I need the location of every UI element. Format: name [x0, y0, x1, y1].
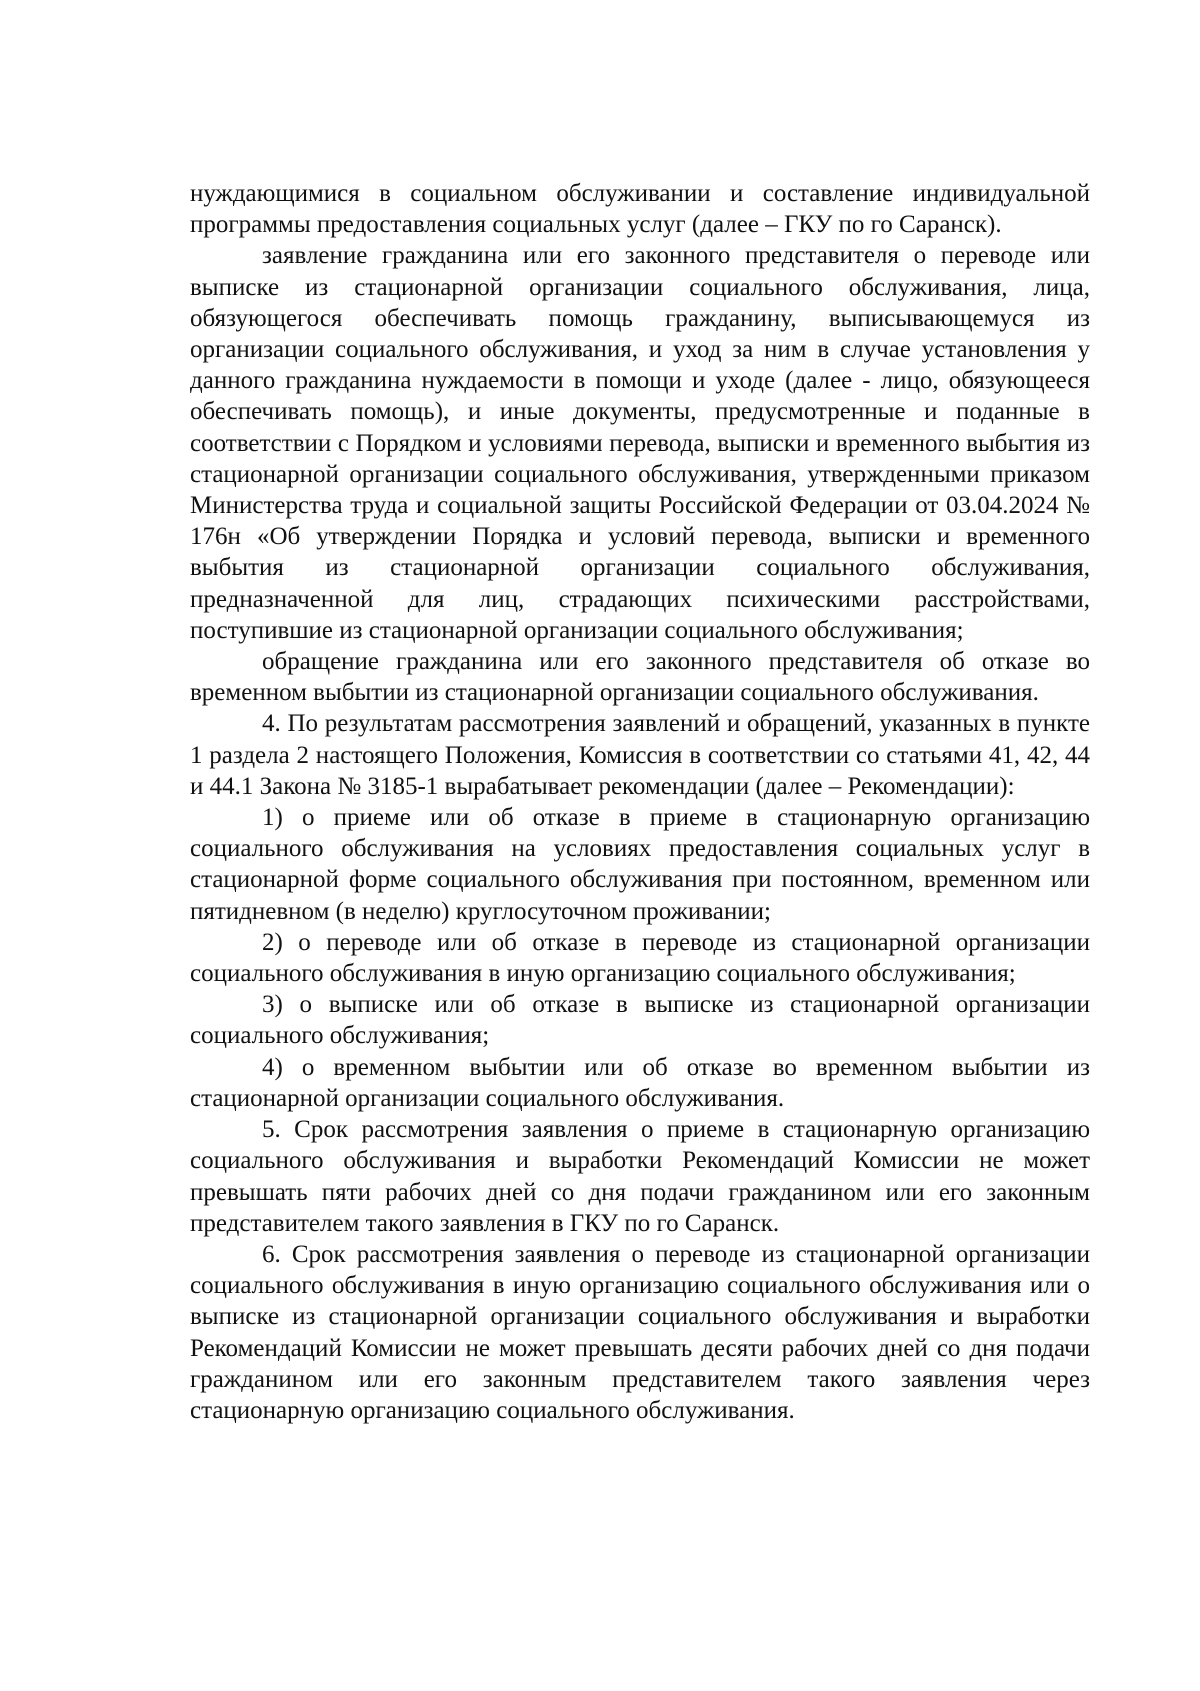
- paragraph-item-4: 4. По результатам рассмотрения заявлений и обращений, указанных в пункте 1 раздела 2 настоящего Положения, Комиссия в соответствии со статьями 41, 42, 44 и 44.1 Закона № 3185-1 вырабатывает рекомендации (далее – Рекомендации):: [190, 710, 1090, 800]
- paragraph-item-5: 5. Срок рассмотрения заявления о приеме в стационарную организацию социального обслуживания и выработки Рекомендаций Комиссии не может превышать пяти рабочих дней со дня подачи гражданином или его законным представителем такого заявления в ГКУ по го Саранск.: [190, 1116, 1090, 1237]
- paragraph-item-6: 6. Срок рассмотрения заявления о переводе из стационарной организации социального обслуживания в иную организацию социального обслуживания или о выписке из стационарной организации социального обслуживания и выработки Рекомендаций Комиссии не может превышать десяти рабочих дней со дня подачи гражданином или его законным представителем такого заявления через стационарную организацию социального обслуживания.: [190, 1240, 1090, 1424]
- paragraph-subitem-2: 2) о переводе или об отказе в переводе из стационарной организации социального обслуживания в иную организацию социального обслуживания;: [190, 928, 1090, 988]
- paragraph-refusal-appeal: обращение гражданина или его законного представителя об отказе во временном выбытии из стационарной организации социального обслуживания.: [190, 648, 1090, 707]
- document-body: [190, 178, 1090, 1426]
- paragraph-subitem-1: 1) о приеме или об отказе в приеме в стационарную организацию социального обслуживания на условиях предоставления социальных услуг в стационарной форме социального обслуживания при постоянном, временном или пятидневном (в неделю) круглосуточном проживании;: [190, 804, 1090, 925]
- paragraph-subitem-4: 4) о временном выбытии или об отказе во временном выбытии из стационарной организации социального обслуживания.: [190, 1053, 1090, 1112]
- paragraph-subitem-3: 3) о выписке или об отказе в выписке из стационарной организации социального обслуживания;: [190, 991, 1090, 1050]
- paragraph-continuation: нуждающимися в социальном обслуживании и составление индивидуальной программы предоставления социальных услуг (далее – ГКУ по го Саранск).: [190, 180, 1090, 239]
- paragraph-transfer-application: заявление гражданина или его законного представителя о переводе или выписке из стационарной организации социального обслуживания, лица, обязующегося обеспечивать помощь гражданину, выписывающемуся из организации социального обслуживания, и уход за ним в случае установления у данного гражданина нуждаемости в помощи и уходе (далее - лицо, обязующееся обеспечивать помощь), и иные документы, предусмотренные и поданные в соответствии с Порядком и условиями перевода, выписки и временного выбытия из стационарной организации социального обслуживания, утвержденными приказом Министерства труда и социальной защиты Российской Федерации от 03.04.2024 № 176н «Об утверждении Порядка и условий перевода, выписки и временного выбытия из стационарной организации социального обслуживания, предназначенной для лиц, страдающих психическими расстройствами, поступившие из стационарной организации социального обслуживания;: [190, 242, 1090, 644]
